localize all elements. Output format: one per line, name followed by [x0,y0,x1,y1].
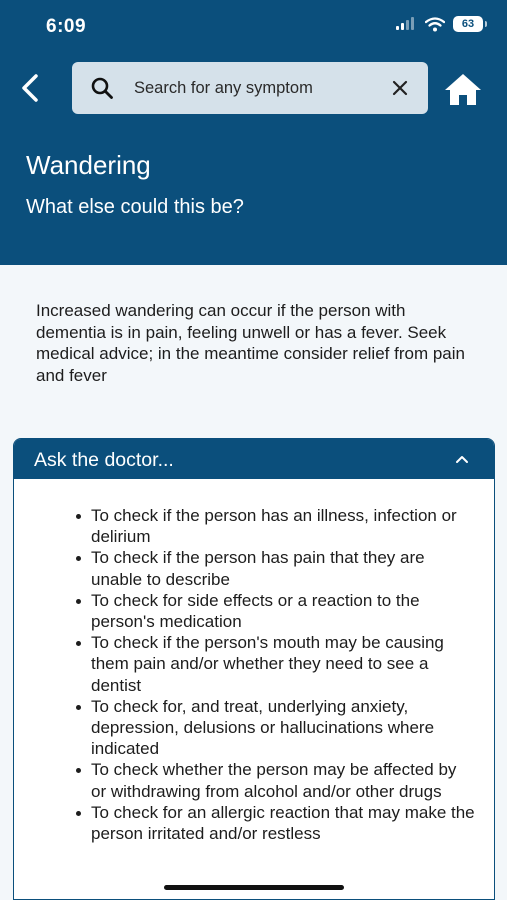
wifi-icon [425,17,445,32]
intro-section [0,265,507,420]
page-subtitle: What else could this be? [26,196,244,218]
accordion-header[interactable] [14,439,494,479]
search-box[interactable] [72,62,428,114]
bullet-list [76,505,476,844]
page-title: Wandering [26,150,151,180]
intro-text: Increased wandering can occur if the person with dementia is in pain, feeling unwell or has a fever. Seek medical advice; in the meantime consider relief from pain and fever [36,301,465,385]
chevron-up-icon [454,451,470,467]
list-item: To check if the person has pain that they are unable to describe [76,547,476,589]
list-item: To check whether the person may be affected by or withdrawing from alcohol and/or other drugs [76,759,476,801]
signal-icon [395,17,417,31]
accordion-title: Ask the doctor... [34,449,174,471]
list-item: To check for, and treat, underlying anxiety, depression, delusions or hallucinations where indicated [76,696,476,760]
home-icon [443,72,483,106]
ask-doctor-accordion [13,438,495,900]
status-bar [0,0,507,54]
list-item: To check for side effects or a reaction to the person's medication [76,590,476,632]
battery-level: 63 [461,18,475,30]
app-header [0,0,507,265]
back-button[interactable] [14,70,46,106]
list-item: To check if the person has an illness, infection or delirium [76,505,476,547]
close-icon[interactable] [390,78,410,98]
list-item: To check for an allergic reaction that may make the person irritated and/or restless [76,802,476,844]
back-icon [20,73,40,103]
search-input[interactable] [134,62,384,114]
status-time: 6:09 [46,16,87,37]
search-icon [90,76,114,100]
status-icons [395,16,483,32]
battery-icon [453,16,483,32]
list-item: To check if the person's mouth may be causing them pain and/or whether they need to see a dentist [76,632,476,696]
home-button[interactable] [443,72,483,108]
home-indicator [164,885,344,890]
